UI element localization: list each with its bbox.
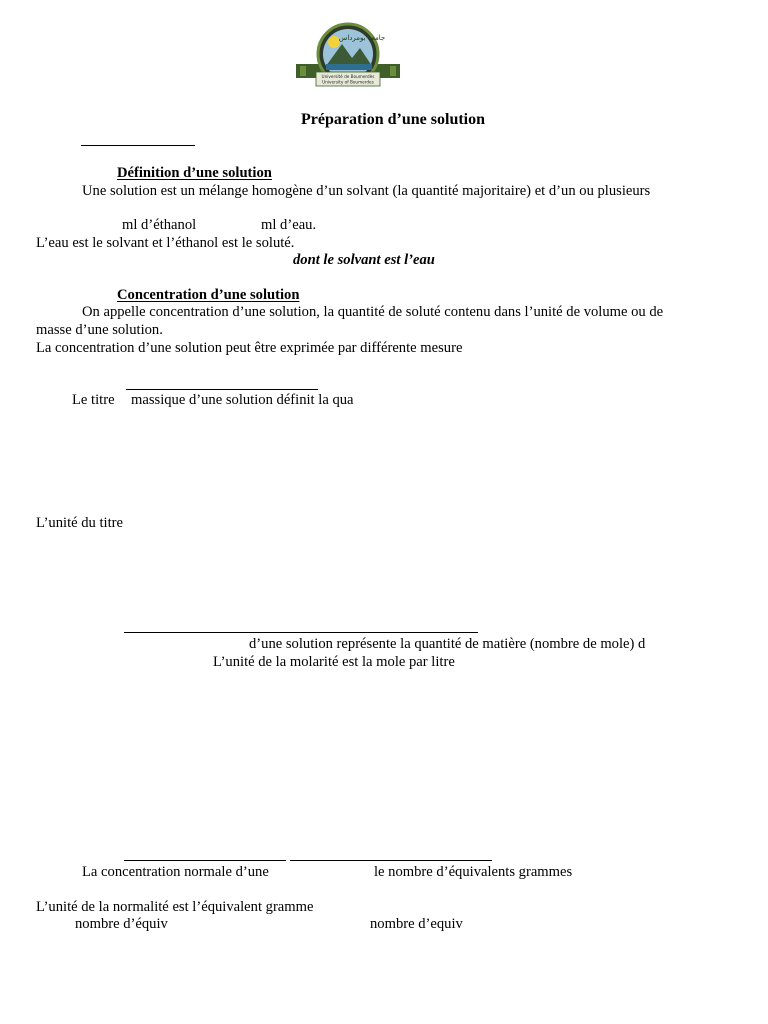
molarite-rule <box>124 632 478 633</box>
definition-example-eau: ml d’eau. <box>261 217 317 233</box>
logo-en-text: University of Boumerdes <box>322 79 374 85</box>
titre-text: massique d’une solution définit la qua <box>131 392 354 408</box>
concentration-line3: La concentration d’une solution peut être exprimée par différente mesure <box>36 340 463 356</box>
definition-line3: L’eau est le solvant et l’éthanol est le soluté. <box>36 235 295 251</box>
molarite-text: d’une solution représente la quantité de matière (nombre de mole) d <box>249 636 646 652</box>
molarite-unit: L’unité de la molarité est la mole par litre <box>213 654 455 670</box>
concentration-line2: masse d’une solution. <box>36 322 163 338</box>
definition-line1: Une solution est un mélange homogène d’un solvant (la quantité majoritaire) et d’un ou plusieurs <box>82 183 651 199</box>
page-title: Préparation d’une solution <box>301 111 486 128</box>
logo-arabic-text: جامعة بومرداس <box>338 34 386 42</box>
titre-label: Le titre <box>72 392 115 408</box>
normalite-rule-1 <box>124 860 286 861</box>
normalite-rule-2 <box>290 860 492 861</box>
normalite-text-2: le nombre d’équivalents grammes <box>374 864 573 880</box>
definition-emphasis: dont le solvant est l’eau <box>293 252 435 268</box>
concentration-line1: On appelle concentration d’une solution, la quantité de soluté contenu dans l’unité de volume ou de <box>82 304 664 320</box>
titre-rule <box>126 389 318 390</box>
normalite-equiv-a: nombre d’équiv <box>75 916 168 932</box>
normalite-unit: L’unité de la normalité est l’équivalent gramme <box>36 899 314 915</box>
title-rule <box>81 145 195 146</box>
normalite-text: La concentration normale d’une <box>82 864 269 880</box>
definition-example-ethanol: ml d’éthanol <box>122 217 197 233</box>
definition-heading: Définition d’une solution <box>117 165 272 181</box>
normalite-equiv-b: nombre d’equiv <box>370 916 463 932</box>
logo-fr-text: Université de Boumerdès <box>321 74 375 79</box>
titre-unit: L’unité du titre <box>36 515 124 531</box>
concentration-heading: Concentration d’une solution <box>117 287 300 303</box>
university-logo <box>296 20 400 92</box>
